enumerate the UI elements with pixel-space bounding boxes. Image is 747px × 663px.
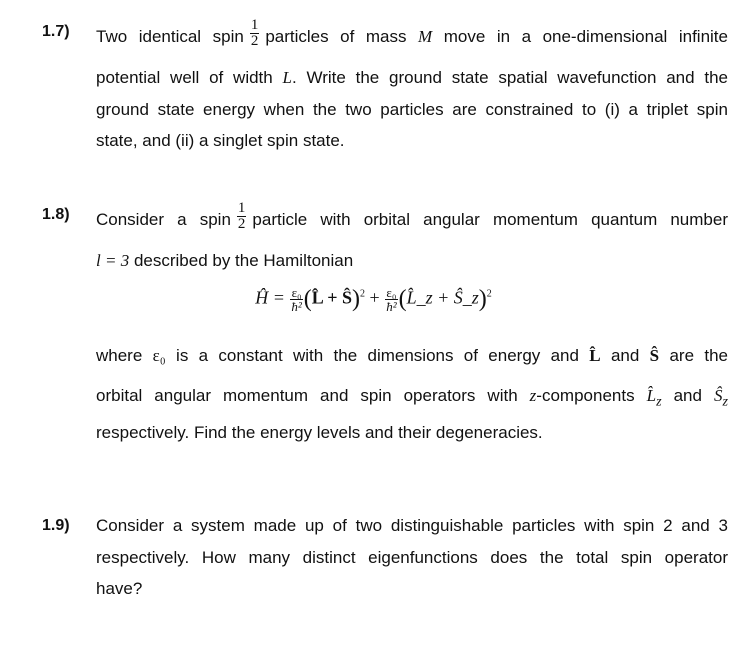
problem-number: 1.9) [42, 517, 70, 534]
problem-text-line: respectively. How many distinct eigenfunctions does the total spin operator [96, 548, 728, 567]
mass-symbol: M [418, 26, 433, 46]
problem-text-line: Consider a spin $\frac{1}{2}$ particle with orbital angular momentum quantum number [96, 200, 728, 232]
problem-text-line: have? [96, 579, 143, 598]
problem-text-line: respectively. Find the energy levels and their degeneracies. [96, 423, 543, 442]
spin-operator: Ŝ [649, 346, 660, 365]
hamiltonian-equation: Ĥ = $\frac{\text{ε₀}}{\text{ħ²}}$ (L̂ + Ŝ)$^2$ + $\frac{\text{ε₀}}{\text{ħ²}}$ (L̂_z + Ŝ_z)$^2$ [255, 285, 492, 314]
orbital-operator: L̂ [589, 346, 601, 365]
orbital-z-operator: $L̂_z$ [646, 386, 662, 410]
z-symbol: z [529, 386, 537, 405]
l-value: l = 3 [96, 251, 130, 270]
problem-text-line: orbital angular momentum and spin operators with z-components $L̂_z$ and $Ŝ_z$ [96, 386, 728, 410]
coefficient-fraction: $\frac{\text{ε₀}}{\text{ħ²}}$ [386, 285, 397, 314]
z-component-term: L̂_z + Ŝ_z [406, 287, 479, 308]
problem-text-line: where ε₀ is a constant with the dimensions of energy and L̂ and Ŝ are the [96, 346, 728, 365]
width-symbol: L [282, 68, 292, 87]
problem-text-line: ground state energy when the two particles are constrained to (i) a triplet spin [96, 100, 728, 119]
problem-text-line: potential well of width L. Write the ground state spatial wavefunction and the [96, 68, 728, 87]
problem-text-line: Two identical spin $\frac{1}{2}$ particles of mass M move in a one-dimensional infinite [96, 17, 728, 49]
epsilon-symbol: ε₀ [152, 346, 166, 365]
total-angular-momentum-term: L̂ + Ŝ [311, 287, 353, 308]
problem-number: 1.8) [42, 206, 70, 223]
fraction-half: $\frac{1}{2}$ [237, 200, 246, 232]
problem-text-line: Consider a system made up of two distinguishable particles with spin 2 and 3 [96, 516, 728, 535]
problem-text-line: l = 3 described by the Hamiltonian [96, 251, 354, 270]
problem-number: 1.7) [42, 23, 70, 40]
fraction-half: $\frac{1}{2}$ [250, 17, 259, 49]
spin-z-operator: $Ŝ_z$ [713, 386, 728, 410]
problem-text-line: state, and (ii) a singlet spin state. [96, 131, 345, 150]
coefficient-fraction: $\frac{\text{ε₀}}{\text{ħ²}}$ [291, 285, 302, 314]
